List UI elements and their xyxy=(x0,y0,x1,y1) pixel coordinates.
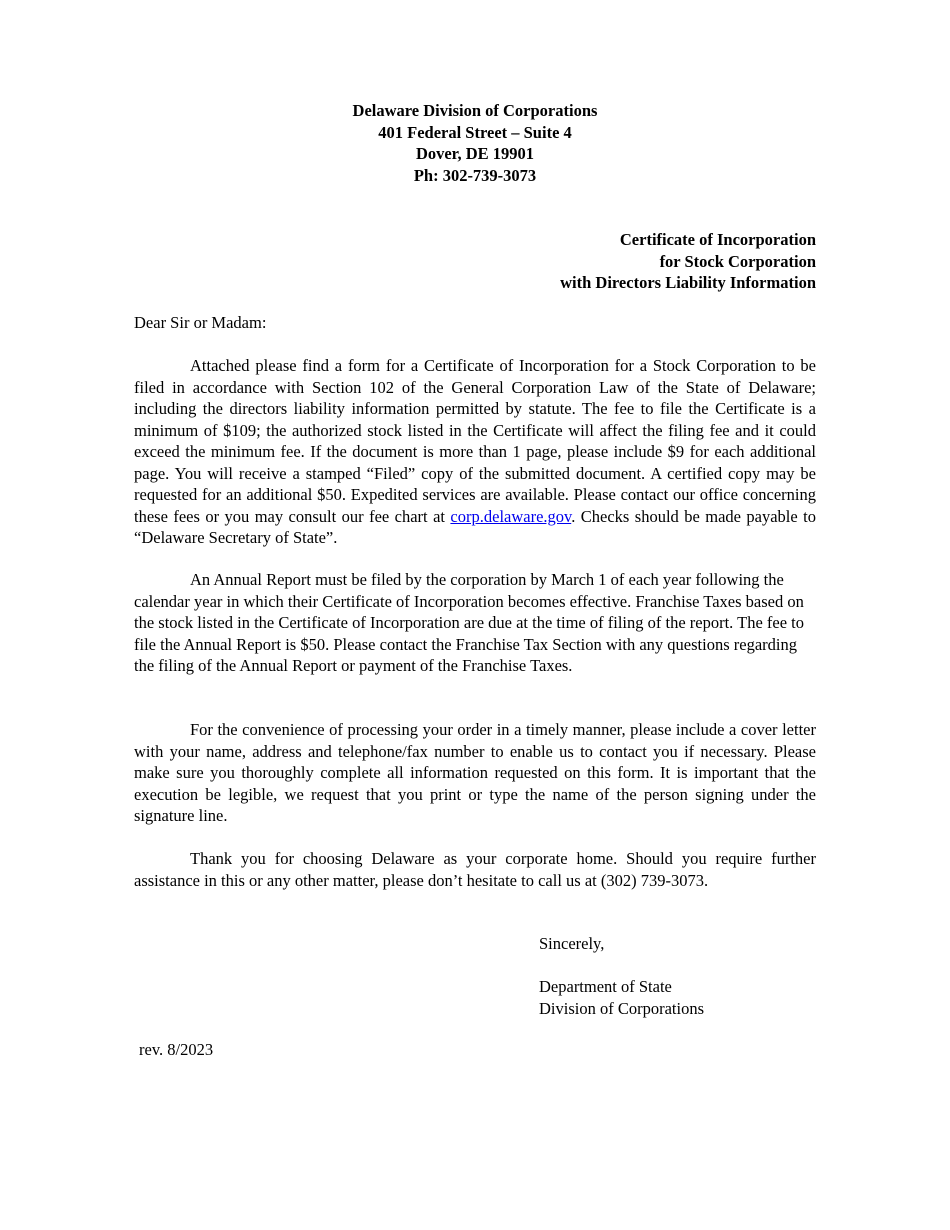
phone-number: Ph: 302-739-3073 xyxy=(413,165,537,185)
closing-sincerely: Sincerely, xyxy=(539,934,605,953)
salutation: Dear Sir or Madam: xyxy=(134,313,267,332)
paragraph-thank-you: Thank you for choosing Delaware as your corporate home. Should you require further assistance in this or any other matter, please don’t hesitate to call us at (302) 739-3073. xyxy=(134,849,816,890)
paragraph-cover-letter: For the convenience of processing your order in a timely manner, please include a cover letter with your name, address and telephone/fax number to enable us to contact you if necessary. Please make sure you thoroughly complete all information requested on this form. It is important that the execution be legible, we request that you print or type the name of the person signing under the signature line. xyxy=(134,720,816,825)
paragraph-annual-report: An Annual Report must be filed by the corporation by March 1 of each year following the calendar year in which their Certificate of Incorporation becomes effective. Franchise Taxes based on the stock listed in the Certificate of Incorporation are due at the time of filing of the report. The fee to file the Annual Report is $50. Please contact the Franchise Tax Section with any questions regarding the filing of the Annual Report or payment of the Franchise Taxes. xyxy=(134,570,804,675)
department-name: Department of State xyxy=(539,977,672,996)
paragraph-fees xyxy=(134,355,816,549)
org-name: Delaware Division of Corporations xyxy=(352,101,598,120)
letterhead xyxy=(0,100,950,186)
city-state-zip: Dover, DE 19901 xyxy=(415,144,535,163)
title-line-3: with Directors Liability Information xyxy=(560,273,816,292)
fee-chart-link[interactable]: corp.delaware.gov xyxy=(450,506,572,526)
title-line-2: for Stock Corporation xyxy=(659,251,816,271)
paragraph-fees-text: Attached please find a form for a Certificate of Incorporation for a Stock Corporation to be filed in accordance with Section 102 of the General Corporation Law of the State of Delaware; including the directors liability information permitted by statute. The fee to file the Certificate is a minimum of $109; the authorized stock listed in the Certificate will affect the filing fee and it could exceed the minimum fee. If the document is more than 1 page, please include $9 for each additional page. You will receive a stamped “Filed” copy of the submitted document. A certified copy may be requested for an additional $50. Expedited services are available. Please contact our office concerning these fees or you may consult our fee chart at xyxy=(134,356,816,526)
revision-date: rev. 8/2023 xyxy=(139,1040,214,1059)
title-line-1: Certificate of Incorporation xyxy=(619,230,816,249)
document-title xyxy=(560,229,816,294)
signature-block xyxy=(539,976,704,1019)
street-address: 401 Federal Street – Suite 4 xyxy=(378,122,572,142)
division-name: Division of Corporations xyxy=(539,998,704,1018)
paragraph-fees-text-end: . Checks should be made payable to “Delaware Secretary of State”. xyxy=(134,506,816,547)
